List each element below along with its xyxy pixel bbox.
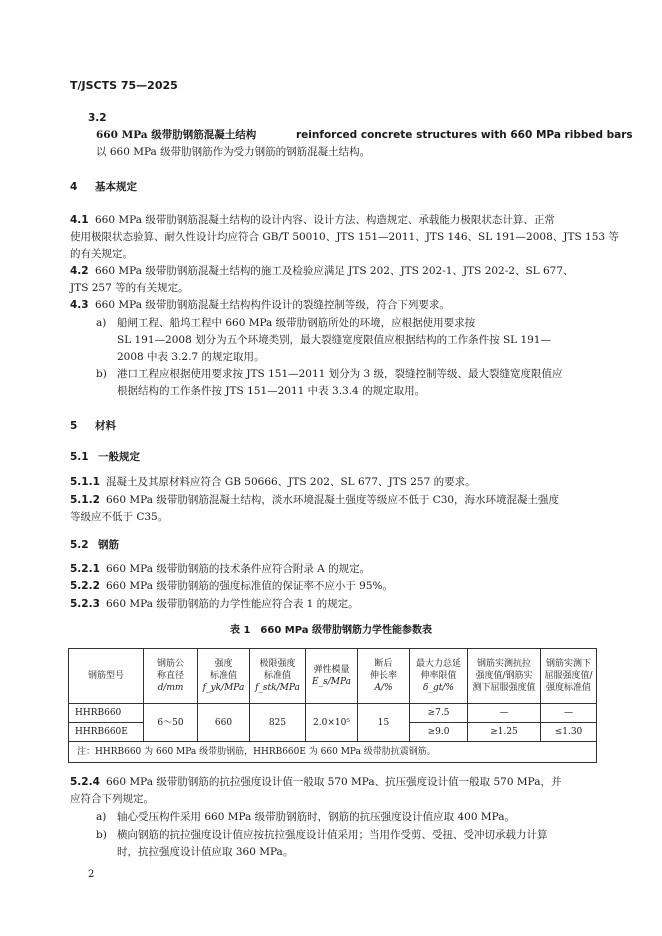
term-en: reinforced concrete structures with 660 MPa ribbed bars	[296, 129, 633, 141]
paragraph-line: JTS 257 等的有关规定。	[70, 282, 189, 294]
paragraph-line: 660 MPa 级带肋钢筋混凝土结构构件设计的裂缝控制等级，符合下列要求。	[95, 299, 450, 311]
section-number: 5.2	[70, 539, 89, 551]
list-line: 轴心受压构件采用 660 MPa 级带肋钢筋时，钢筋的抗压强度设计值应取 400 MPa。	[117, 811, 515, 823]
header-ratio-1: 钢筋实测抗拉 强度值/钢筋实 测下屈服强度值	[468, 649, 541, 704]
clause-number: 5.1.1	[70, 476, 100, 488]
header-es: 弹性模量 E_s/MPa	[306, 649, 358, 704]
clause-number: 3.2	[88, 112, 107, 124]
paragraph-line: 660 MPa 级带肋钢筋的强度标准值的保证率不应小于 95%。	[106, 580, 393, 592]
table-note: 注：HHRB660 为 660 MPa 级带肋钢筋，HHRB660E 为 660 MPa 级带肋抗震钢筋。	[69, 742, 597, 763]
clause-number: 5.2.3	[70, 598, 100, 610]
clause-number: 5.1.2	[70, 494, 100, 506]
section-number: 5.1	[70, 451, 89, 463]
paragraph-line: 660 MPa 级带肋钢筋混凝土结构，淡水环境混凝土强度等级应不低于 C30，海水环境混凝土强度	[106, 494, 560, 506]
mechanical-properties-table	[68, 648, 597, 763]
cell-diameter: 6～50	[144, 704, 198, 742]
header-elongation: 断后 伸长率 A/%	[358, 649, 410, 704]
cell-ratio-1: —	[468, 704, 541, 723]
clause-number: 5.2.4	[70, 776, 100, 788]
header-grade: 钢筋型号	[69, 649, 144, 704]
list-label: b)	[96, 829, 107, 841]
cell-grade: HHRB660E	[69, 723, 144, 742]
clause-number: 4.2	[70, 265, 89, 277]
cell-grade: HHRB660	[69, 704, 144, 723]
paragraph-line: 660 MPa 级带肋钢筋混凝土结构的施工及检验应满足 JTS 202、JTS 202-1、JTS 202-2、SL 677、	[95, 265, 574, 277]
cell-fyk: 660	[198, 704, 250, 742]
list-line: 港口工程应根据使用要求按 JTS 151—2011 划分为 3 级，裂缝控制等级、最大裂缝宽度限值应	[117, 368, 563, 380]
standard-code: T/JSCTS 75—2025	[70, 79, 178, 92]
paragraph-line: 应符合下列规定。	[70, 793, 154, 805]
chapter-title: 基本规定	[95, 181, 137, 193]
table-header-row	[69, 649, 597, 704]
clause-number: 5.2.1	[70, 563, 100, 575]
header-ratio-2: 钢筋实测下 屈服强度值/ 强度标准值	[541, 649, 597, 704]
chapter-number: 5	[70, 420, 78, 432]
list-label: a)	[96, 811, 107, 823]
header-diameter: 钢筋公 称直径 d/mm	[144, 649, 198, 704]
clause-number: 4.3	[70, 299, 89, 311]
paragraph-line: 660 MPa 级带肋钢筋的技术条件应符合附录 A 的规定。	[106, 563, 371, 575]
list-label: b)	[96, 368, 107, 380]
paragraph-line: 660 MPa 级带肋钢筋的力学性能应符合表 1 的规定。	[106, 598, 359, 610]
paragraph-line: 混凝土及其原材料应符合 GB 50666、JTS 202、SL 677、JTS 257 的要求。	[106, 476, 476, 488]
list-line: 时，抗拉强度设计值应取 360 MPa。	[117, 846, 294, 858]
cell-ratio-2: —	[541, 704, 597, 723]
paragraph-line: 660 MPa 级带肋钢筋混凝土结构的设计内容、设计方法、构造规定、承载能力极限状态计算、正常	[95, 214, 555, 226]
header-fstk: 极限强度 标准值 f_stk/MPa	[250, 649, 306, 704]
cell-fstk: 825	[250, 704, 306, 742]
page-number: 2	[88, 869, 95, 880]
paragraph-line: 等级应不低于 C35。	[70, 511, 169, 523]
term-definition: 以 660 MPa 级带肋钢筋作为受力钢筋的钢筋混凝土结构。	[96, 146, 371, 158]
term-zh: 660 MPa 级带肋钢筋混凝土结构	[96, 129, 257, 141]
list-line: SL 191—2008 划分为五个环境类别，最大裂缝宽度限值应根据结构的工作条件按 SL 191—	[117, 334, 551, 346]
cell-delta-gt: ≥9.0	[410, 723, 468, 742]
chapter-title: 材料	[95, 420, 116, 432]
cell-ratio-2: ≤1.30	[541, 723, 597, 742]
list-line: 2008 中表 3.2.7 的规定取用。	[117, 351, 265, 363]
list-line: 根据结构的工作条件按 JTS 151—2011 中表 3.3.4 的规定取用。	[117, 385, 426, 397]
table-row	[69, 704, 597, 723]
cell-elongation: 15	[358, 704, 410, 742]
list-line: 横向钢筋的抗拉强度设计值应按抗拉强度设计值采用；当用作受剪、受扭、受冲切承载力计算	[117, 829, 548, 841]
section-title: 一般规定	[98, 451, 140, 463]
cell-delta-gt: ≥7.5	[410, 704, 468, 723]
paragraph-line: 660 MPa 级带肋钢筋的抗拉强度设计值一般取 570 MPa、抗压强度设计值一般取 570 MPa，并	[106, 776, 562, 788]
chapter-number: 4	[70, 181, 78, 193]
cell-ratio-1: ≥1.25	[468, 723, 541, 742]
paragraph-line: 使用极限状态验算、耐久性设计均应符合 GB/T 50010、JTS 151—2011、JTS 146、SL 191—2008、JTS 153 等	[70, 231, 619, 243]
table-note-row	[69, 742, 597, 763]
header-delta-gt: 最大力总延 伸率限值 δ_gt/%	[410, 649, 468, 704]
clause-number: 5.2.2	[70, 580, 100, 592]
table-caption: 表 1 660 MPa 级带肋钢筋力学性能参数表	[229, 625, 433, 636]
list-line: 船闸工程、船坞工程中 660 MPa 级带肋钢筋所处的环境，应根据使用要求按	[117, 317, 476, 329]
cell-es: 2.0×10⁵	[306, 704, 358, 742]
clause-number: 4.1	[70, 214, 89, 226]
section-title: 钢筋	[98, 539, 119, 551]
header-fyk: 强度 标准值 f_yk/MPa	[198, 649, 250, 704]
list-label: a)	[96, 317, 107, 329]
paragraph-line: 的有关规定。	[70, 248, 133, 260]
